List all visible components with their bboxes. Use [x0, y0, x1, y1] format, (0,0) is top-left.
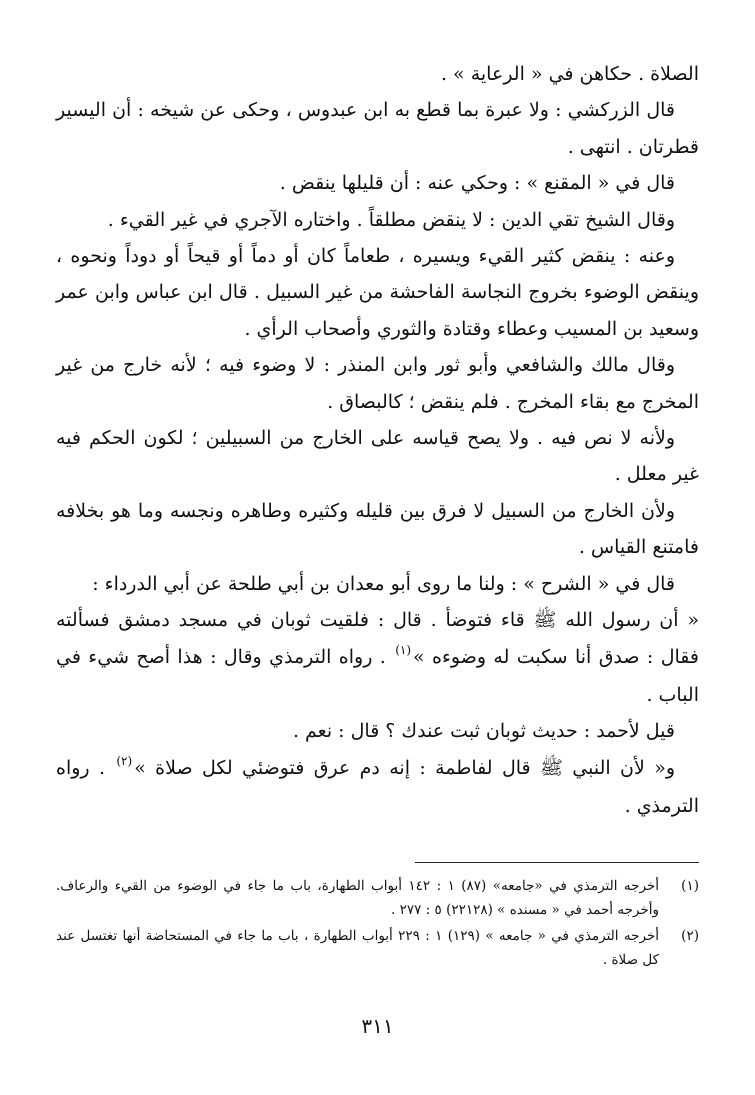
hadith-source-2: . رواه الترمذي . [56, 756, 699, 818]
hadith-source-1: . رواه الترمذي وقال : هذا أصح شيء في الباب . [56, 645, 699, 706]
footnote-divider [415, 862, 699, 863]
footnote-number: (١) [681, 878, 699, 894]
footnote-marker-1[interactable]: (١) [395, 642, 412, 657]
footnotes [56, 874, 699, 974]
footnote-2 [56, 924, 699, 972]
hadith-quote-2: و« لأن النبي ﷺ قال لفاطمة : إنه دم عرق فتوضئي لكل صلاة » [134, 756, 675, 779]
paragraph-9: قال في « الشرح » : ولنا ما روى أبو معدان بن أبي طلحة عن أبي الدرداء : [92, 572, 675, 595]
footnote-1 [56, 874, 699, 922]
paragraph-4: وقال الشيخ تقي الدين : لا ينقض مطلقاً . واختاره الآجري في غير القيء . [107, 208, 675, 231]
paragraph-3: قال في « المقنع » : وحكي عنه : أن قليلها ينقض . [279, 172, 675, 195]
footnote-text: أخرجه الترمذي في « جامعه » (١٢٩) ١ : ٢٢٩ أبواب الطهارة ، باب ما جاء في المستحاضة أنها تغتسل عند كل صلاة . [56, 928, 659, 968]
hadith-quote-1: « أن رسول الله ﷺ قاء فتوضأ . قال : فلقيت ثوبان في مسجد دمشق فسألته فقال : صدق أنا سكبت له وضوءه » [56, 609, 699, 668]
footnote-marker-2[interactable]: (٢) [116, 753, 133, 768]
page-number: ٣١١ [361, 1014, 394, 1038]
main-text [56, 56, 699, 825]
paragraph-5: وعنه : ينقض كثير القيء ويسيره ، طعاماً كان أو دماً أو قيحاً أو دوداً ونحوه ، وينقض الوضوء بخروج النجاسة الفاحشة من غير السبيل . قال ابن عباس وابن عمر وسعيد بن المسيب وعطاء وقتادة والثوري وأصحاب الرأي . [56, 245, 699, 340]
paragraph-8: ولأن الخارج من السبيل لا فرق بين قليله وكثيره وطاهره ونجسه وما هو بخلافه فامتنع القياس . [56, 499, 699, 559]
book-page [56, 56, 699, 1056]
paragraph-11: قيل لأحمد : حديث ثوبان ثبت عندك ؟ قال : نعم . [292, 720, 675, 743]
paragraph-10 [56, 602, 699, 713]
paragraph-7: ولأنه لا نص فيه . ولا يصح قياسه على الخارج من السبيلين ؛ لكون الحكم فيه غير معلل . [56, 427, 699, 486]
paragraph-1: الصلاة . حكاهن في « الرعاية » . [440, 63, 699, 85]
paragraph-6: وقال مالك والشافعي وأبو ثور وابن المنذر : لا وضوء فيه ؛ لأنه خارج من غير المخرج مع بقاء المخرج . فلم ينقض ؛ كالبصاق . [56, 354, 699, 413]
footnote-number: (٢) [681, 928, 699, 944]
paragraph-2: قال الزركشي : ولا عبرة بما قطع به ابن عبدوس ، وحكى عن شيخه : أن اليسير قطرتان . انتهى . [56, 99, 699, 158]
footnote-text: أخرجه الترمذي في «جامعه» (٨٧) ١ : ١٤٢ أبواب الطهارة، باب ما جاء في الوضوء من القيء والرعاف. وأخرجه أحمد في « مسنده » (٢٢١٢٨) ٥ : ٢٧٧ . [56, 878, 660, 918]
paragraph-12 [56, 750, 699, 825]
